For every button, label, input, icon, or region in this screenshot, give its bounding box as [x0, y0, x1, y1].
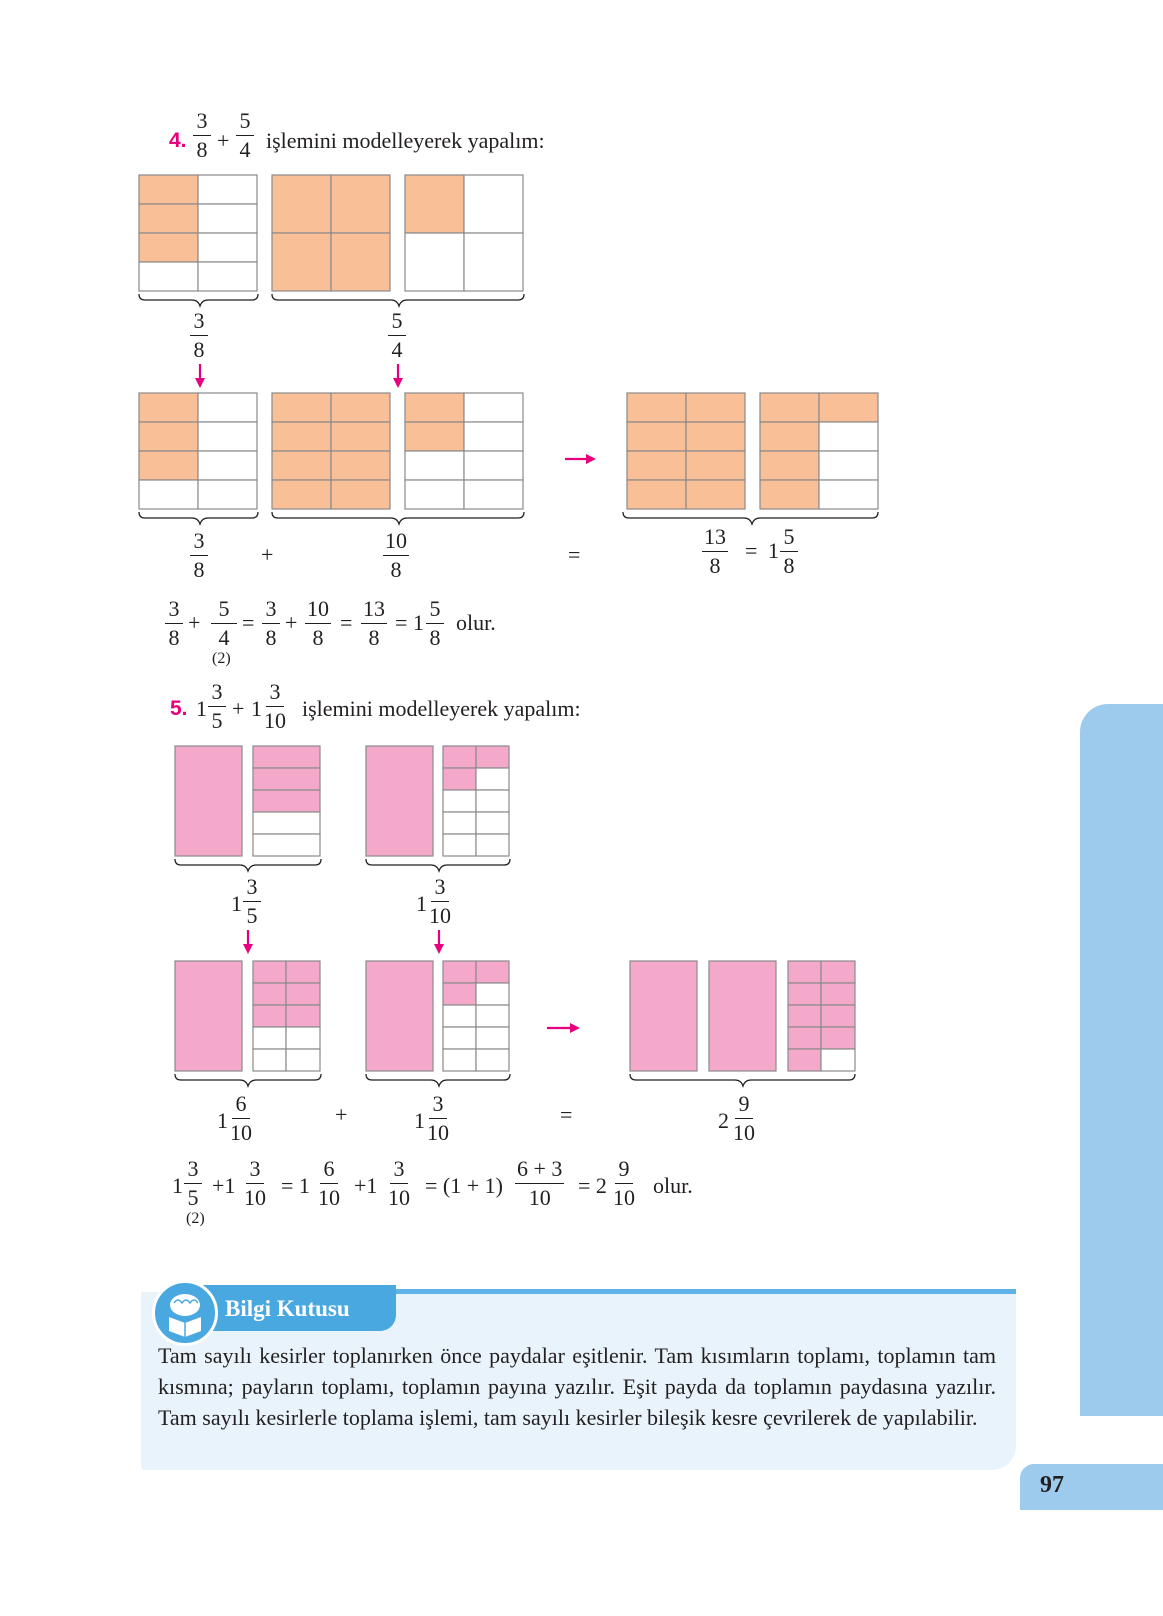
equals-sign: =: [560, 1102, 573, 1127]
eq-end-text: olur.: [653, 1173, 693, 1198]
info-box-title: Bilgi Kutusu: [225, 1296, 350, 1321]
whole-part: 1: [416, 891, 427, 916]
label-3-8: $\frac{3}{8}$: [190, 310, 208, 361]
example-4-number: 4.: [169, 129, 187, 152]
label-10-8: $\frac{10}{8}$: [385, 528, 407, 582]
fraction: $\frac{5}{4}$: [236, 110, 254, 161]
operator: +1: [354, 1173, 378, 1198]
model-result-5-8: [760, 393, 878, 509]
fraction: $\frac{3}{5}$: [208, 681, 226, 732]
whole-part: 1: [768, 538, 779, 563]
whole-part: 1: [413, 610, 424, 635]
model-3-5: [253, 746, 320, 856]
model-6-10: [253, 961, 320, 1071]
example-5-number: 5.: [170, 697, 188, 720]
whole-part: 1: [217, 1108, 228, 1133]
info-box-rule: [396, 1289, 1016, 1294]
model-whole-1: [175, 746, 242, 856]
whole-part: 1: [414, 1108, 425, 1133]
equals-sign: =: [568, 542, 581, 567]
eq-fraction: $\frac{5}{4}$: [211, 598, 237, 649]
fraction: $\frac{3}{10}$: [264, 679, 286, 733]
eq-fraction: $\frac{6 + 3}{10}$: [517, 1156, 563, 1210]
operator: +: [285, 610, 298, 635]
info-box-text: Tam sayılı kesirler toplanırken önce paydalar eşitlenir. Tam kısımların toplamı, toplamın tam kısmına; payların toplamı, toplamın payına yazılır. Eşit payda da toplamın paydasına yazılır. Tam sayılı kesirlerle toplama işlemi, tam sayılı kesirler bileşik kesre çevrilerek de yapılabilir.: [158, 1343, 996, 1430]
label-5-4: $\frac{5}{4}$: [388, 310, 406, 361]
plus-sign: +: [261, 542, 274, 567]
model-3-8: [139, 175, 257, 291]
model-result-whole-1: [630, 961, 697, 1071]
example-4-title: işlemini modelleyerek yapalım:: [266, 128, 545, 153]
model-8-8: [272, 393, 390, 509]
eq-fraction: $\frac{3}{8}$: [165, 598, 183, 649]
eq-fraction: $\frac{9}{10}$: [613, 1156, 635, 1210]
label-1-6-10: $\frac{6}{10}$: [230, 1091, 252, 1145]
whole-part: 2: [718, 1108, 729, 1133]
page-number: 97: [1040, 1472, 1064, 1498]
operator: =: [395, 610, 408, 635]
eq-fraction: $\frac{6}{10}$: [318, 1156, 340, 1210]
whole-part: 1: [231, 891, 242, 916]
label-2-9-10: $\frac{9}{10}$: [733, 1091, 755, 1145]
brain-book-icon: [152, 1280, 218, 1346]
model-whole-3: [175, 961, 242, 1071]
operator: +: [188, 610, 201, 635]
eq-fraction: $\frac{13}{8}$: [363, 596, 385, 650]
operator: +1: [212, 1173, 236, 1198]
eq-fraction: $\frac{5}{8}$: [426, 598, 444, 649]
operator: = (1 + 1): [425, 1173, 503, 1198]
equals-sign: =: [745, 538, 758, 563]
label-1-3-10: $\frac{3}{10}$: [429, 874, 451, 928]
model-3-10: [443, 746, 509, 856]
model-3-10-row2: [443, 961, 509, 1071]
expansion-note: (2): [186, 1210, 205, 1227]
operator: = 2: [578, 1173, 607, 1198]
operator: = 1: [281, 1173, 310, 1198]
model-result-8-8: [627, 393, 745, 509]
model-2-8: [405, 393, 523, 509]
operator: +: [217, 128, 230, 153]
model-result-whole-2: [709, 961, 776, 1071]
label-3-8-row2: $\frac{3}{8}$: [190, 530, 208, 581]
label-1-3-10-row2: $\frac{3}{10}$: [427, 1091, 449, 1145]
label-13-8: $\frac{13}{8}$: [704, 524, 726, 578]
eq-fraction: $\frac{10}{8}$: [307, 596, 329, 650]
plus-sign: +: [335, 1102, 348, 1127]
model-whole-2: [366, 746, 433, 856]
eq-fraction: $\frac{3}{5}$: [184, 1158, 202, 1209]
expansion-note: (2): [212, 650, 231, 667]
operator: =: [340, 610, 353, 635]
model-4-4: [272, 175, 390, 291]
model-1-4: [405, 175, 523, 291]
operator: =: [242, 610, 255, 635]
model-result-9-10: [788, 961, 855, 1071]
eq-fraction: $\frac{3}{10}$: [244, 1156, 266, 1210]
eq-fraction: $\frac{3}{8}$: [262, 598, 280, 649]
label-1-3-5: $\frac{3}{5}$: [243, 876, 261, 927]
whole-part: 1: [251, 696, 262, 721]
eq-end-text: olur.: [456, 610, 496, 635]
whole-part: 1: [196, 696, 207, 721]
label-5-8: $\frac{5}{8}$: [780, 526, 798, 577]
fraction: $\frac{3}{8}$: [193, 110, 211, 161]
whole-part: 1: [172, 1173, 183, 1198]
example-5-title: işlemini modelleyerek yapalım:: [302, 696, 581, 721]
model-3-8-row2: [139, 393, 257, 509]
operator: +: [232, 696, 245, 721]
model-whole-4: [366, 961, 433, 1071]
eq-fraction: $\frac{3}{10}$: [388, 1156, 410, 1210]
